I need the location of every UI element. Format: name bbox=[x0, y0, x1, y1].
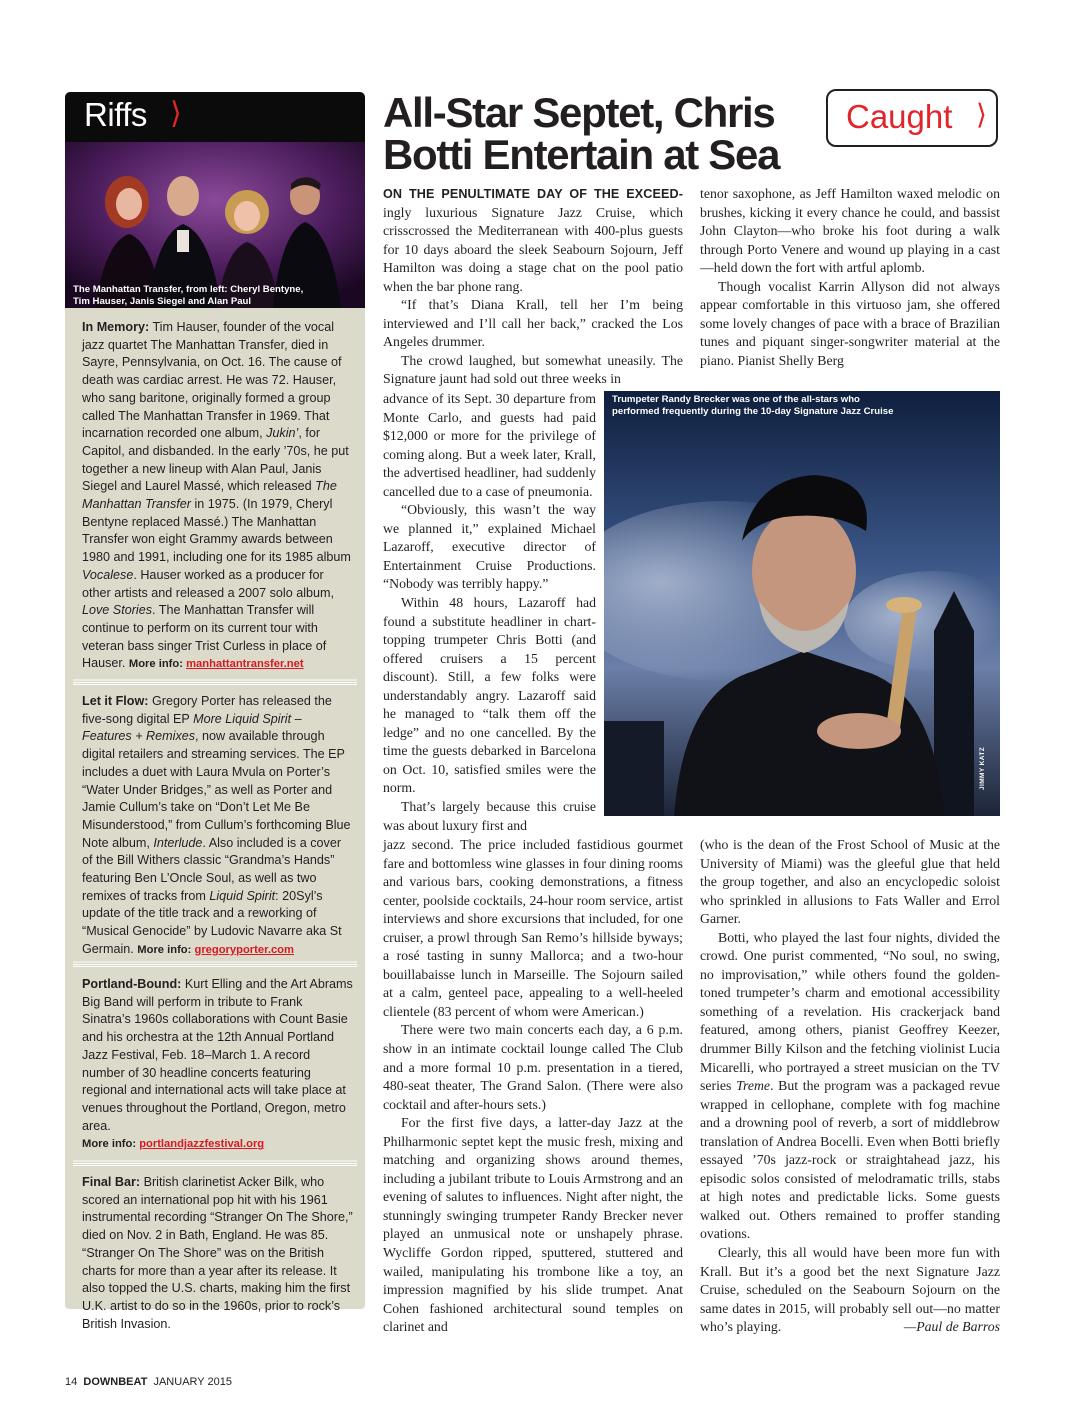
article-column-2-bottom bbox=[700, 836, 1000, 1337]
more-info-label: More info: bbox=[128, 658, 187, 671]
headline-line: Botti Entertain at Sea bbox=[383, 131, 780, 178]
article-paragraph: “Obviously, this wasn’t the way we planned it,” explained Michael Lazaroff, executive director of Entertainment Cruise Productions. “Nobody was terribly happy.” bbox=[383, 502, 596, 592]
byline: —Paul de Barros bbox=[903, 1319, 1000, 1335]
article-paragraph: For the first five days, a latter-day Jazz at the Philharmonic septet kept the music fresh, mixing and matching and organizing shows around themes, including a jubilant tribute to Louis Armstrong and an evening of salutes to influences. Night after night, the stunningly swinging trumpeter Randy Brecker never played an unmusical note or unshapely phrase. Wycliffe Gordon ripped, sputtered, stuttered and wailed, manipulating his trombone like a toy, an impression magnified by his slide trumpet. Anat Cohen fashioned architectural sound temples on clarinet and bbox=[383, 1115, 683, 1335]
riff-item-final-bar bbox=[82, 1174, 354, 1333]
riff-lead: In Memory: bbox=[82, 320, 150, 334]
article-paragraph: There were two main concerts each day, a 6 p.m. show in an intimate cocktail lounge called The Club and a more formal 10 p.m. presentation in a tiered, 480-seat theater, The Grand Salon. (There were also cocktail and after-hours sets.) bbox=[383, 1022, 683, 1112]
album-title: Love Stories bbox=[82, 603, 153, 618]
article-paragraph: “If that’s Diana Krall, tell her I’m being interviewed and I’ll call her back,” cracked the Los Angeles drummer. bbox=[383, 297, 683, 350]
magazine-name: DOWNBEAT bbox=[83, 1376, 148, 1388]
randy-brecker-photo bbox=[604, 391, 1000, 816]
riff-text: . Hauser worked as a producer for other artists and released a 2007 solo album, bbox=[82, 567, 335, 600]
article-paragraph: jazz second. The price included fastidious gourmet fare and bottomless wine glasses in four dining rooms and various bars, cooking demonstrations, a fitness center, poolside cocktails, 24-hour room service, artist interviews and shore excursions that included, for one cruiser, a prowl through San Remo’s hillside byways; a rosé tasting in sunny Mallorca; and a two-hour bouillabaisse lunch in Marseille. The Sojourn sailed at a calm, genteel pace, appealing to a well-heeled clientele (83 percent of whom were American.) bbox=[383, 837, 683, 1019]
chevron-right-icon: ⟩ bbox=[976, 98, 987, 131]
more-info-label: More info: bbox=[82, 1138, 140, 1151]
riff-text: Kurt Elling and the Art Abrams Big Band will perform in tribute to Frank Sinatra’s 1960s collaborations with Count Basie and his orchestra at the 12th Annual Portland Jazz Festival, Feb. 18–March 1. A record number of 30 headline concerts featuring regional and international acts will take place at venues throughout the Portland, Oregon, metro area. bbox=[82, 977, 353, 1133]
more-info-link[interactable]: manhattantransfer.net bbox=[186, 658, 304, 671]
photo-caption-line: Trumpeter Randy Brecker was one of the all-stars who bbox=[612, 394, 860, 405]
article-paragraph: tenor saxophone, as Jeff Hamilton waxed melodic on brushes, kicking it every chance he could, and bassist John Clayton—who broke his foot during a walk through Porto Venere and wound up playing in a cast—held down the fort with artful aplomb. bbox=[700, 186, 1000, 276]
article-text: Botti, who played the last four nights, divided the crowd. One purist commented, “No soul, no swing, no improvisation,” while others found the golden-toned trumpeter’s charm and emotional accessibility something of a revelation. His crackerjack band featured, among others, pianist Geoffrey Keezer, drummer Billy Kilson and the fetching violinist Lucia Micarelli, who portrayed a street musician on the TV series bbox=[700, 929, 1000, 1094]
article-text: Clearly, this all would have been more fun with Krall. But it’s a good bet the next Signature Jazz Cruise, scheduled on the Seabourn Sojourn on the same dates in 2015, will probably sell out—no matter who’s playing. bbox=[700, 1245, 1000, 1335]
riff-item-let-it-flow bbox=[82, 693, 354, 960]
issue-date: JANUARY 2015 bbox=[153, 1376, 232, 1388]
photo-caption bbox=[73, 284, 363, 307]
album-title: Vocalese bbox=[82, 567, 134, 582]
divider bbox=[73, 961, 357, 967]
article-column-1-top bbox=[383, 185, 683, 389]
riff-text: . Also included is a cover of the Bill Withers classic “Grandma’s Hands” featuring Ben L’Oncle Soul, as well as two remixes of tracks from bbox=[82, 835, 342, 903]
tv-series-title: Treme bbox=[736, 1078, 771, 1094]
photo-caption bbox=[612, 394, 932, 417]
article-text: ingly luxurious Signature Jazz Cruise, which crisscrossed the Mediterranean with 400-plus guests for 10 days aboard the sleek Seabourn Sojourn, Jeff Hamilton was doing a stage chat on the pool patio when the bar phone rang. bbox=[383, 204, 683, 294]
photo-caption-line: Tim Hauser, Janis Siegel and Alan Paul bbox=[73, 295, 252, 307]
article-lede: ON THE PENULTIMATE DAY OF THE EXCEED bbox=[383, 187, 679, 201]
article-paragraph: The crowd laughed, but somewhat uneasily. The Signature jaunt had sold out three weeks in bbox=[383, 352, 683, 387]
article-paragraph: (who is the dean of the Frost School of Music at the University of Miami) was the gleeful glue that held the group together, and also an encyclopedic soloist who sprinkled in allusions to Fats Waller and Errol Garner. bbox=[700, 837, 1000, 927]
riff-text: Gregory Porter has released the five-song digital EP bbox=[82, 694, 332, 726]
article-column-2-top bbox=[700, 185, 1000, 370]
article-column-1-narrow bbox=[383, 390, 596, 835]
page-folio bbox=[65, 1376, 232, 1388]
riff-lead: Portland-Bound: bbox=[82, 977, 182, 991]
more-info-link[interactable]: portlandjazzfestival.org bbox=[139, 1138, 265, 1151]
riff-text: , for Capitol, and disbanded. In the early ’70s, he put together a new lineup with Alan Paul, Janis Siegel and Laurel Massé, which released bbox=[82, 426, 349, 494]
more-info-label: More info: bbox=[137, 943, 195, 956]
headline-line: All-Star Septet, Chris bbox=[383, 89, 775, 136]
photo-caption-line: The Manhattan Transfer, from left: Cheryl Bentyne, bbox=[73, 284, 304, 295]
more-info-link[interactable]: gregoryporter.com bbox=[194, 943, 294, 956]
album-title: The Manhattan Transfer bbox=[82, 479, 337, 512]
album-title: Interlude bbox=[153, 835, 203, 850]
article-paragraph bbox=[700, 929, 1000, 1244]
riff-text: : 20Syl’s update of the title track and a reworking of “Musical Genocide” by Ludovic Navarre aka St Germain. bbox=[82, 888, 342, 956]
article-column-1-bottom bbox=[383, 836, 683, 1337]
divider bbox=[73, 1160, 357, 1166]
article-paragraph: That’s largely because this cruise was about luxury first and bbox=[383, 799, 596, 833]
article-paragraph bbox=[383, 185, 683, 296]
riff-lead: Let it Flow: bbox=[82, 694, 149, 708]
photo-credit: JIMMY KATZ bbox=[979, 746, 986, 790]
riff-item-portland-bound bbox=[82, 976, 354, 1154]
riff-text: British clarinetist Acker Bilk, who scored an international pop hit with his 1961 instrumental recording “Stranger On The Shore,” died on Nov. 2 in Bath, England. He was 85. “Stranger On The Shore” was on the British charts for more than a year after its release. It also topped the U.S. charts, making him the first U.K. artist to do so in the 1960s, prior to rock’s British Invasion. bbox=[82, 1175, 353, 1331]
riff-text: Tim Hauser, founder of the vocal jazz quartet The Manhattan Transfer, died in Sayre, Pennsylvania, on Oct. 16. The cause of death was cardiac arrest. He was 72. Hauser, who sang baritone, originally formed a group called The Manhattan Transfer in 1969. That incarnation recorded one album, bbox=[82, 320, 342, 441]
chevron-right-icon: ⟩ bbox=[170, 96, 182, 131]
riff-text: in 1975. (In 1979, Cheryl Bentyne replaced Massé.) The Manhattan Transfer won eight Grammy awards between 1980 and 1991, including one for its 1985 album bbox=[82, 497, 351, 565]
riffs-section-title: Riffs bbox=[84, 96, 147, 133]
lede-hyphen: - bbox=[678, 187, 683, 201]
album-title: More Liquid Spirit – Features + Remixes bbox=[82, 711, 302, 744]
caught-section-label: Caught bbox=[846, 98, 953, 135]
article-paragraph: Though vocalist Karrin Allyson did not always appear comfortable in this virtuoso jam, she offered some lovely changes of pace with a brace of Brazilian tunes and piquant singer-songwriter material at the piano. Pianist Shelly Berg bbox=[700, 278, 1000, 368]
riff-text: . The Manhattan Transfer will continue to perform on its current tour with veteran bass singer Trist Curless in place of Hauser. bbox=[82, 603, 327, 671]
page-number: 14 bbox=[65, 1376, 78, 1388]
riff-item-in-memory bbox=[82, 319, 354, 674]
album-title: Liquid Spirit bbox=[209, 888, 276, 903]
divider bbox=[73, 679, 357, 685]
article-text: . But the program was a packaged revue wrapped in cellophane, complete with fog machine and a drowning pool of reverb, a sort of middlebrow translation of Andrea Bocelli. Even when Botti briefly essayed ’70s jazz-rock or straightahead jazz, his episodic solos consisted of melodramatic trills, stabs at high notes and predictable licks. Some guests walked out. Others remained to proffer standing ovations. bbox=[700, 1078, 1000, 1242]
article-headline bbox=[383, 89, 823, 178]
article-paragraph: advance of its Sept. 30 departure from Monte Carlo, and guests had paid $12,000 or more for the privilege of coming along. But a week later, Krall, the advertised headliner, had suddenly cancelled due to a case of pneumonia. bbox=[383, 391, 596, 499]
album-title: Jukin’ bbox=[266, 426, 299, 441]
riff-lead: Final Bar: bbox=[82, 1175, 141, 1189]
article-paragraph: Within 48 hours, Lazaroff had found a substitute headliner in chart-topping trumpeter Chris Botti (and offered cruisers a 15 percent discount). Still, a few folks were understandably angry. Lazaroff said he managed to “talk them off the ledge” and no one cancelled. By the time the guests debarked in Barcelona on Oct. 10, satisfied smiles were the norm. bbox=[383, 595, 596, 796]
photo-caption-line: performed frequently during the 10-day Signature Jazz Cruise bbox=[612, 405, 894, 417]
riff-text: , now available through digital retailers and streaming services. The EP includes a duet with Laura Mvula on Porter’s “Water Under Bridges,” as well as Porter and Jamie Cullum’s take on “Don’t Let Me Be Misunderstood,” from Cullum’s forthcoming Blue Note album, bbox=[82, 729, 351, 850]
article-paragraph bbox=[700, 1244, 1000, 1337]
